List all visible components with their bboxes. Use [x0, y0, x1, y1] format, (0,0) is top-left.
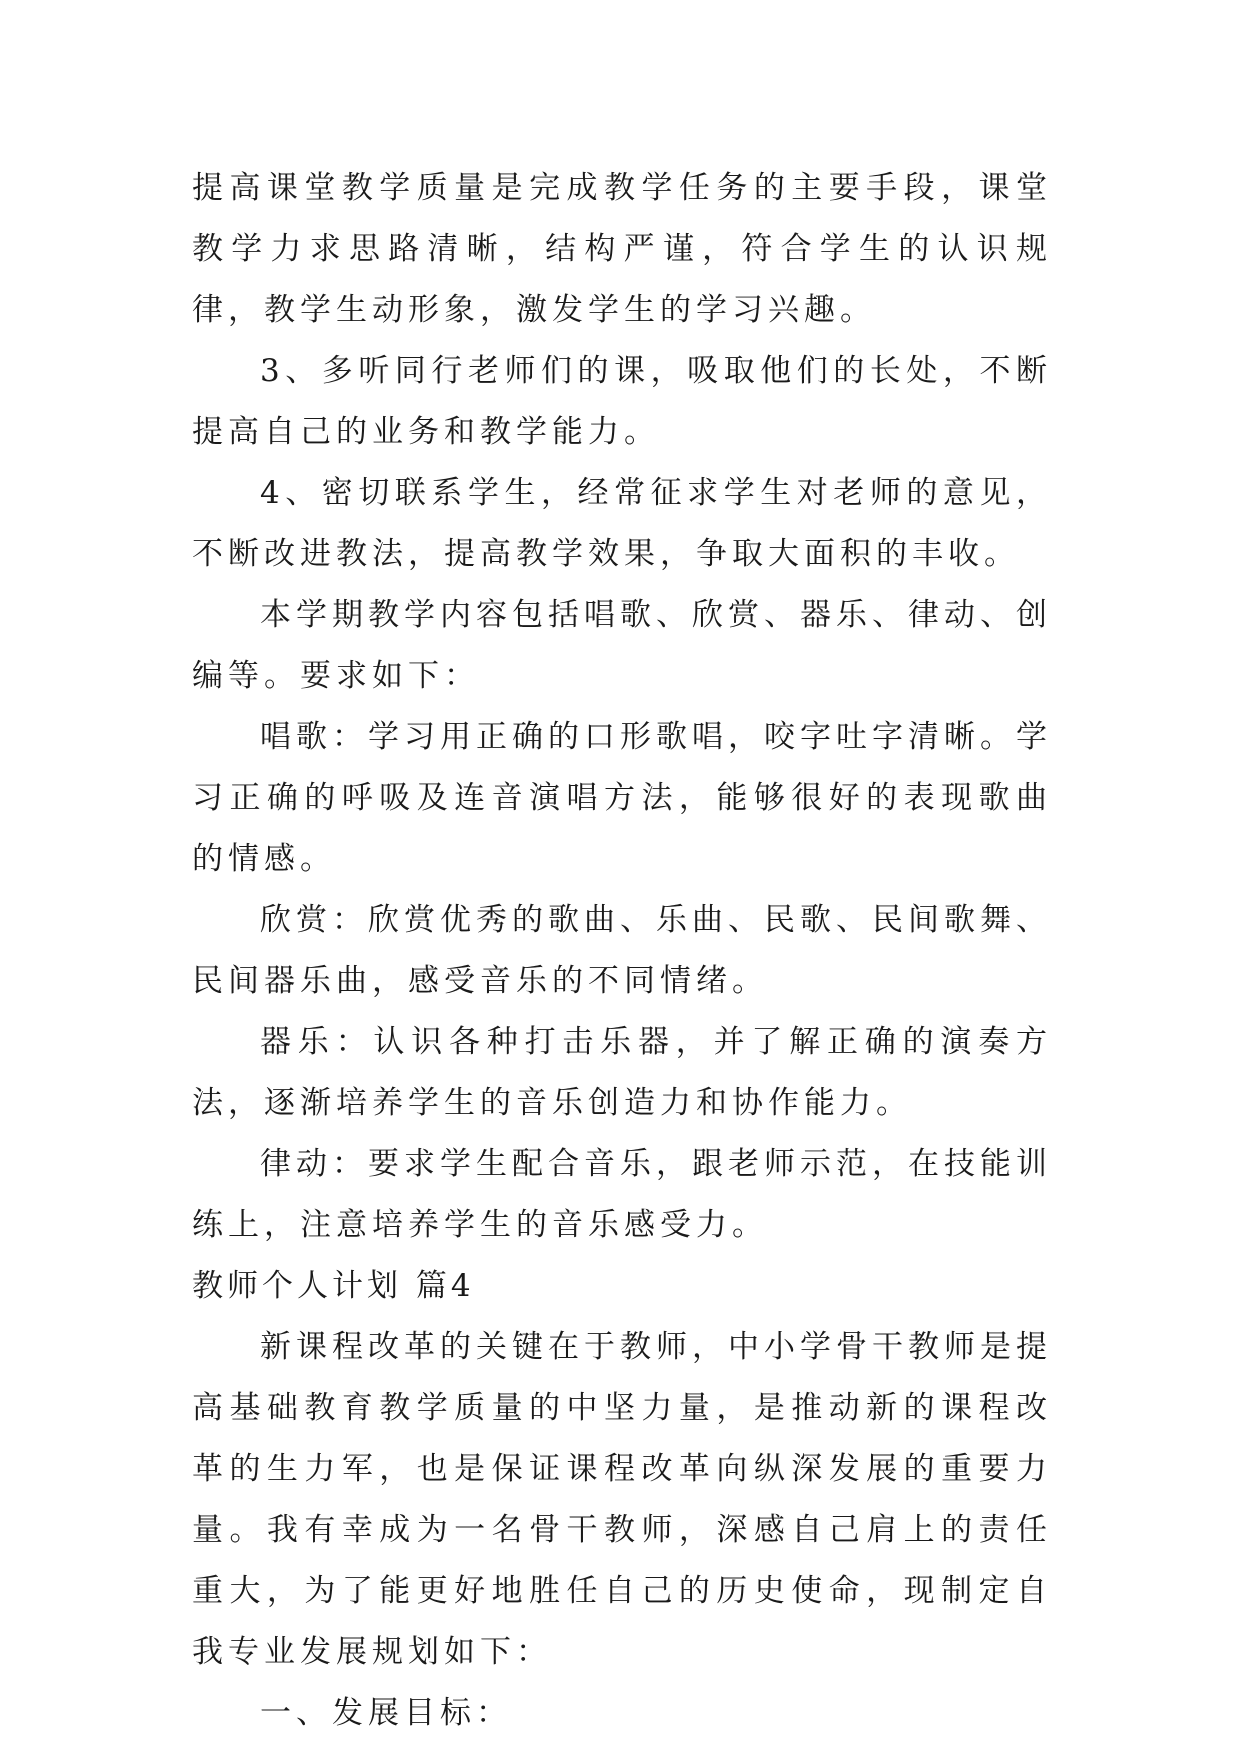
- document-page: [192, 158, 1052, 1744]
- paragraph-item-4: 4、密切联系学生，经常征求学生对老师的意见，不断改进教法，提高教学效果，争取大面积的丰收。: [192, 475, 1052, 572]
- paragraph-teaching-quality: 提高课堂教学质量是完成教学任务的主要手段，课堂教学力求思路清晰，结构严谨，符合学生的认识规律，教学生动形象，激发学生的学习兴趣。: [192, 170, 1052, 328]
- section-heading: 教师个人计划 篇4: [192, 1268, 475, 1304]
- paragraph-rhythm: 律动：要求学生配合音乐，跟老师示范，在技能训练上，注意培养学生的音乐感受力。: [192, 1146, 1052, 1243]
- paragraph-new-curriculum: 新课程改革的关键在于教师，中小学骨干教师是提高基础教育教学质量的中坚力量，是推动新的课程改革的生力军，也是保证课程改革向纵深发展的重要力量。我有幸成为一名骨干教师，深感自己肩上的责任重大，为了能更好地胜任自己的历史使命，现制定自我专业发展规划如下：: [192, 1329, 1052, 1670]
- paragraph-item-3: 3、多听同行老师们的课，吸取他们的长处，不断提高自己的业务和教学能力。: [192, 353, 1052, 450]
- paragraph-development-goals: 一、发展目标：: [260, 1695, 512, 1731]
- paragraph-singing: 唱歌：学习用正确的口形歌唱，咬字吐字清晰。学习正确的呼吸及连音演唱方法，能够很好的表现歌曲的情感。: [192, 719, 1052, 877]
- paragraph-appreciation: 欣赏：欣赏优秀的歌曲、乐曲、民歌、民间歌舞、民间器乐曲，感受音乐的不同情绪。: [192, 902, 1052, 999]
- paragraph-semester-content: 本学期教学内容包括唱歌、欣赏、器乐、律动、创编等。要求如下：: [192, 597, 1052, 694]
- paragraph-instruments: 器乐：认识各种打击乐器，并了解正确的演奏方法，逐渐培养学生的音乐创造力和协作能力。: [192, 1024, 1052, 1121]
